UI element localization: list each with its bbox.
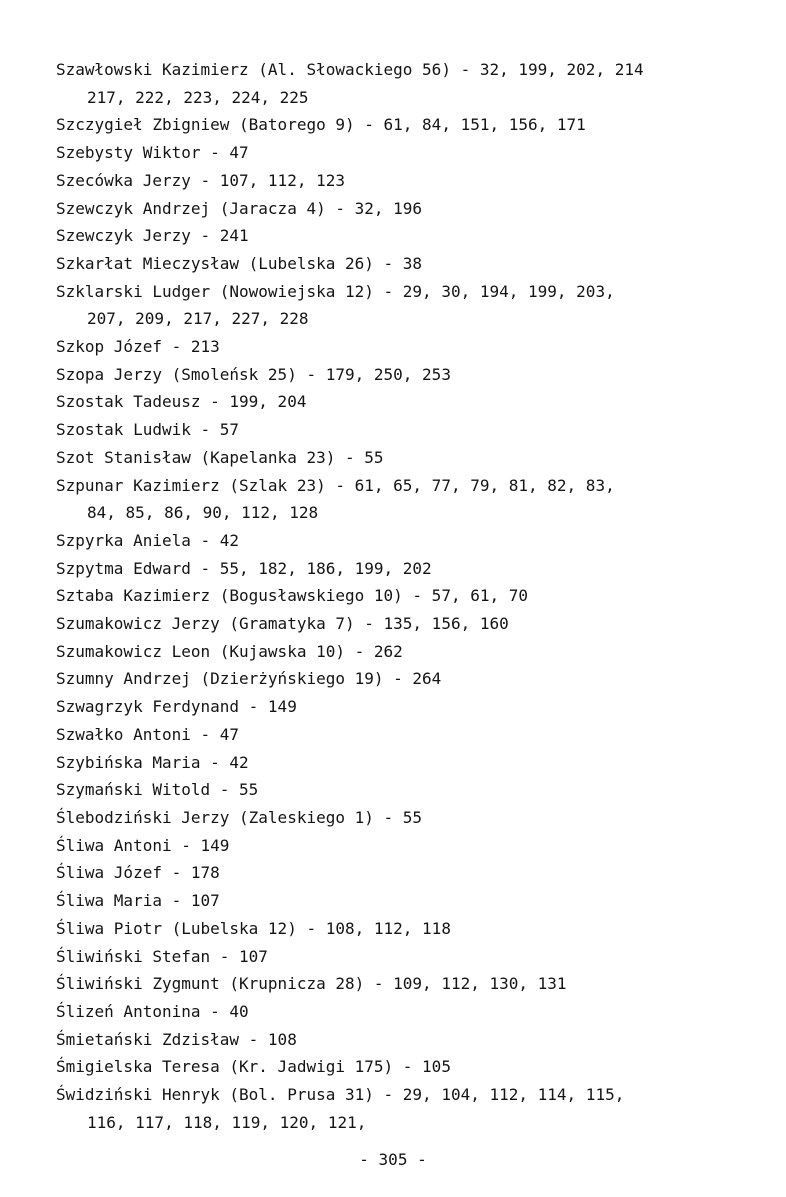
entry-text: Szwagrzyk Ferdynand - 149 bbox=[56, 697, 297, 717]
index-entry bbox=[56, 278, 746, 333]
entry-text: Śliwa Józef - 178 bbox=[56, 863, 220, 883]
index-entry bbox=[56, 1053, 746, 1081]
entry-text: Śmietański Zdzisław - 108 bbox=[56, 1029, 297, 1049]
entry-text: Szecówka Jerzy - 107, 112, 123 bbox=[56, 170, 345, 190]
index-entry bbox=[56, 998, 746, 1026]
index-entry bbox=[56, 472, 746, 527]
index-entry bbox=[56, 1081, 746, 1136]
entry-text: Szwałko Antoni - 47 bbox=[56, 724, 240, 744]
entry-text: Szklarski Ludger (Nowowiejska 12) - 29, 30, 194, 199, 203, bbox=[56, 281, 615, 301]
entry-text: Szebysty Wiktor - 47 bbox=[56, 143, 249, 163]
index-entry bbox=[56, 887, 746, 915]
entry-text: Szewczyk Andrzej (Jaracza 4) - 32, 196 bbox=[56, 198, 423, 218]
index-entry bbox=[56, 56, 746, 111]
index-entry bbox=[56, 970, 746, 998]
entry-text: Świdziński Henryk (Bol. Prusa 31) - 29, 104, 112, 114, 115, bbox=[56, 1085, 625, 1105]
entry-text: Śliwa Antoni - 149 bbox=[56, 835, 230, 855]
index-entry bbox=[56, 167, 746, 195]
entry-text: Szymański Witold - 55 bbox=[56, 780, 259, 800]
entry-text: Ślebodziński Jerzy (Zaleskiego 1) - 55 bbox=[56, 807, 423, 827]
entry-text: Śliwiński Stefan - 107 bbox=[56, 946, 268, 966]
entry-text: Szpytma Edward - 55, 182, 186, 199, 202 bbox=[56, 558, 432, 578]
index-entry bbox=[56, 749, 746, 777]
index-entry bbox=[56, 111, 746, 139]
index-entry bbox=[56, 388, 746, 416]
name-index-list bbox=[56, 56, 746, 1136]
index-entry bbox=[56, 610, 746, 638]
entry-continuation: 217, 222, 223, 224, 225 bbox=[87, 87, 309, 107]
index-entry bbox=[56, 250, 746, 278]
index-entry bbox=[56, 776, 746, 804]
entry-text: Śliwiński Zygmunt (Krupnicza 28) - 109, 112, 130, 131 bbox=[56, 974, 567, 994]
index-entry bbox=[56, 915, 746, 943]
entry-text: Szczygieł Zbigniew (Batorego 9) - 61, 84, 151, 156, 171 bbox=[56, 115, 586, 135]
index-entry bbox=[56, 693, 746, 721]
entry-continuation: 84, 85, 86, 90, 112, 128 bbox=[87, 503, 319, 523]
entry-text: Sztaba Kazimierz (Bogusławskiego 10) - 57, 61, 70 bbox=[56, 586, 529, 606]
entry-text: Szawłowski Kazimierz (Al. Słowackiego 56) - 32, 199, 202, 214 bbox=[56, 60, 644, 79]
entry-text: Śmigielska Teresa (Kr. Jadwigi 175) - 105 bbox=[56, 1057, 451, 1077]
entry-text: Szpyrka Aniela - 42 bbox=[56, 530, 240, 550]
page-number: - 305 - bbox=[359, 1150, 427, 1169]
entry-text: Szewczyk Jerzy - 241 bbox=[56, 226, 249, 246]
entry-text: Szostak Tadeusz - 199, 204 bbox=[56, 392, 307, 412]
index-entry bbox=[56, 444, 746, 472]
index-entry bbox=[56, 333, 746, 361]
entry-text: Szot Stanisław (Kapelanka 23) - 55 bbox=[56, 447, 384, 467]
index-entry bbox=[56, 527, 746, 555]
entry-text: Szybińska Maria - 42 bbox=[56, 752, 249, 772]
index-entry bbox=[56, 139, 746, 167]
index-entry bbox=[56, 1026, 746, 1054]
index-entry bbox=[56, 832, 746, 860]
entry-text: Szumakowicz Jerzy (Gramatyka 7) - 135, 156, 160 bbox=[56, 614, 509, 634]
index-entry bbox=[56, 943, 746, 971]
entry-text: Szumakowicz Leon (Kujawska 10) - 262 bbox=[56, 641, 403, 661]
index-entry bbox=[56, 638, 746, 666]
entry-text: Szkarłat Mieczysław (Lubelska 26) - 38 bbox=[56, 253, 423, 273]
entry-text: Szpunar Kazimierz (Szlak 23) - 61, 65, 77, 79, 81, 82, 83, bbox=[56, 475, 615, 495]
index-entry bbox=[56, 665, 746, 693]
entry-continuation: 207, 209, 217, 227, 228 bbox=[87, 309, 309, 329]
entry-continuation: 116, 117, 118, 119, 120, 121, bbox=[87, 1112, 367, 1132]
index-entry bbox=[56, 361, 746, 389]
index-entry bbox=[56, 721, 746, 749]
index-entry bbox=[56, 859, 746, 887]
index-entry bbox=[56, 582, 746, 610]
index-page bbox=[56, 56, 746, 1136]
entry-text: Śliwa Piotr (Lubelska 12) - 108, 112, 118 bbox=[56, 918, 451, 938]
entry-text: Szostak Ludwik - 57 bbox=[56, 420, 240, 440]
index-entry bbox=[56, 222, 746, 250]
entry-text: Śliwa Maria - 107 bbox=[56, 891, 220, 911]
index-entry bbox=[56, 195, 746, 223]
entry-text: Ślizeń Antonina - 40 bbox=[56, 1001, 249, 1021]
entry-text: Szkop Józef - 213 bbox=[56, 337, 220, 357]
index-entry bbox=[56, 804, 746, 832]
index-entry bbox=[56, 416, 746, 444]
entry-text: Szopa Jerzy (Smoleńsk 25) - 179, 250, 253 bbox=[56, 364, 451, 384]
index-entry bbox=[56, 555, 746, 583]
entry-text: Szumny Andrzej (Dzierżyńskiego 19) - 264 bbox=[56, 669, 442, 689]
